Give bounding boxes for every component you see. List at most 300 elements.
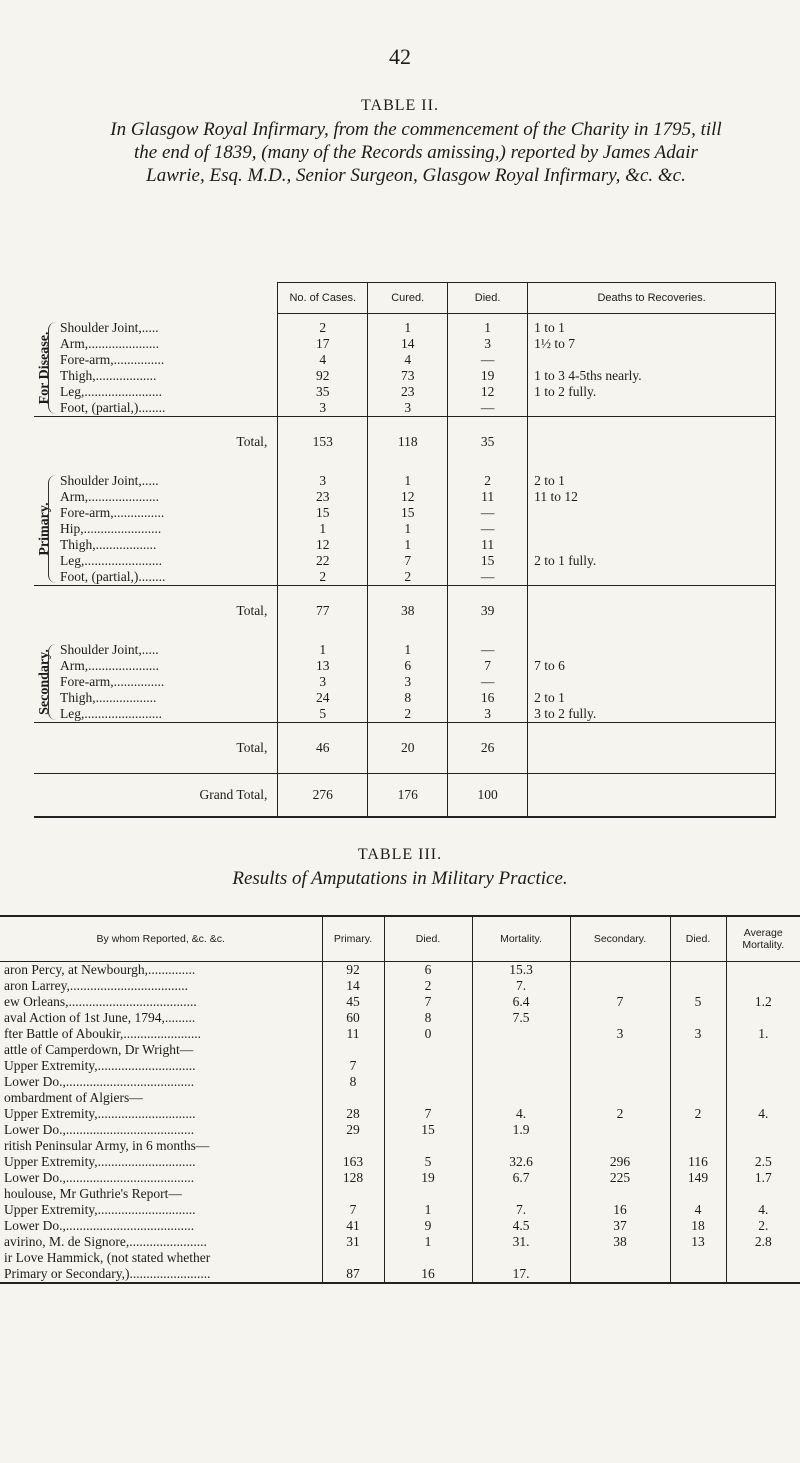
table-row	[0, 1186, 800, 1202]
died2-cell	[670, 978, 726, 994]
table-row	[34, 706, 776, 723]
header-cases: No. of Cases.	[278, 283, 368, 314]
died2-cell: 18	[670, 1218, 726, 1234]
cured-cell: 4	[368, 352, 448, 368]
primary-cell: 87	[322, 1266, 384, 1283]
avg-cell	[726, 1266, 800, 1283]
avg-cell: 2.5	[726, 1154, 800, 1170]
mortality-cell	[472, 1074, 570, 1090]
cases-cell: 1	[278, 521, 368, 537]
died-cell: —	[448, 505, 528, 521]
table-row	[34, 537, 776, 553]
avg-cell	[726, 978, 800, 994]
primary-cell	[322, 1250, 384, 1266]
died2-cell	[670, 1074, 726, 1090]
died-cell: 1	[448, 320, 528, 336]
died-cell: 7	[448, 658, 528, 674]
header-mortality: Mortality.	[472, 916, 570, 962]
reported-by-cell: ritish Peninsular Army, in 6 months—	[4, 1138, 210, 1153]
cured-cell: 12	[368, 489, 448, 505]
secondary-cell: 2	[570, 1106, 670, 1122]
died2-cell	[670, 1042, 726, 1058]
total-died: 39	[448, 586, 528, 637]
secondary-cell	[570, 1186, 670, 1202]
total-cured: 38	[368, 586, 448, 637]
ratio-cell: 2 to 1 fully.	[528, 553, 776, 569]
died-cell: 19	[384, 1170, 472, 1186]
cured-cell: 2	[368, 569, 448, 586]
reported-by-cell: Upper Extremity,.............................	[4, 1106, 196, 1121]
avg-cell: 1.	[726, 1026, 800, 1042]
died-cell: 8	[384, 1010, 472, 1026]
table-row	[0, 1202, 800, 1218]
reported-by-cell: aval Action of 1st June, 1794,.........	[4, 1010, 196, 1025]
secondary-cell: 37	[570, 1218, 670, 1234]
reported-by-cell: ew Orleans,......................................	[4, 994, 197, 1009]
avg-cell: 4.	[726, 1202, 800, 1218]
ratio-cell: 1 to 2 fully.	[528, 384, 776, 400]
secondary-cell: 38	[570, 1234, 670, 1250]
total-label: Total,	[34, 586, 278, 637]
table-row	[34, 336, 776, 352]
primary-cell: 45	[322, 994, 384, 1010]
cases-cell: 24	[278, 690, 368, 706]
row-name: Fore-arm,...............	[59, 505, 165, 520]
cured-cell: 2	[368, 706, 448, 723]
cases-cell: 15	[278, 505, 368, 521]
table-row	[34, 368, 776, 384]
cured-cell: 3	[368, 674, 448, 690]
total-cases: 77	[278, 586, 368, 637]
cases-cell: 12	[278, 537, 368, 553]
secondary-cell: 296	[570, 1154, 670, 1170]
cases-cell: 3	[278, 674, 368, 690]
total-cases: 46	[278, 723, 368, 774]
row-name: Leg,.......................	[59, 384, 162, 399]
total-ratio	[528, 723, 776, 774]
primary-cell: 41	[322, 1218, 384, 1234]
died2-cell	[670, 1090, 726, 1106]
table-row	[0, 1250, 800, 1266]
avg-cell	[726, 1138, 800, 1154]
mortality-cell: 7.	[472, 978, 570, 994]
row-name: Shoulder Joint,.....	[59, 642, 159, 657]
secondary-cell	[570, 1122, 670, 1138]
died-cell: 11	[448, 537, 528, 553]
mortality-cell: 4.	[472, 1106, 570, 1122]
secondary-cell	[570, 1074, 670, 1090]
secondary-cell: 225	[570, 1170, 670, 1186]
reported-by-cell: attle of Camperdown, Dr Wright—	[4, 1042, 194, 1057]
died-cell	[384, 1250, 472, 1266]
secondary-cell	[570, 1058, 670, 1074]
header-average-mortality: Average Mortality.	[726, 916, 800, 962]
primary-cell: 7	[322, 1058, 384, 1074]
cured-cell: 6	[368, 658, 448, 674]
row-name: Thigh,..................	[59, 690, 157, 705]
cases-cell: 13	[278, 658, 368, 674]
died2-cell: 116	[670, 1154, 726, 1170]
row-name: Shoulder Joint,.....	[59, 320, 159, 335]
avg-cell: 4.	[726, 1106, 800, 1122]
header-blank	[34, 283, 278, 314]
died-cell: —	[448, 674, 528, 690]
died2-cell	[670, 1122, 726, 1138]
row-name: Leg,.......................	[59, 706, 162, 721]
secondary-cell	[570, 1266, 670, 1283]
table-row	[0, 1122, 800, 1138]
header-secondary: Secondary.	[570, 916, 670, 962]
ratio-cell: 7 to 6	[528, 658, 776, 674]
died-cell: 16	[384, 1266, 472, 1283]
page-number: 42	[389, 44, 411, 69]
table2-subtitle: In Glasgow Royal Infirmary, from the commencement of the Charity in 1795, till the end of 1839, (many of the Records amissing,) reported by James Adair Lawrie, Esq. M.D., Senior Surgeon, Glasgow Royal Infirmary, &c. &c.	[110, 119, 722, 186]
primary-cell: 28	[322, 1106, 384, 1122]
avg-cell: 2.	[726, 1218, 800, 1234]
avg-cell	[726, 962, 800, 979]
died-cell: 2	[384, 978, 472, 994]
ratio-cell: 2 to 1	[528, 690, 776, 706]
died2-cell	[670, 1186, 726, 1202]
ratio-cell: 1½ to 7	[528, 336, 776, 352]
table-row	[0, 1026, 800, 1042]
cured-cell: 1	[368, 473, 448, 489]
died-cell	[384, 1138, 472, 1154]
header-died: Died.	[384, 916, 472, 962]
row-name: Arm,.....................	[59, 489, 159, 504]
died-cell: 7	[384, 994, 472, 1010]
primary-cell	[322, 1138, 384, 1154]
table-row	[0, 994, 800, 1010]
grand-total-cured: 176	[368, 774, 448, 818]
table-row	[34, 569, 776, 586]
group-label	[34, 320, 56, 417]
table3-caption: TABLE III.	[357, 846, 443, 863]
died-cell: 15	[448, 553, 528, 569]
table-row	[0, 1170, 800, 1186]
primary-cell: 31	[322, 1234, 384, 1250]
table-row	[34, 320, 776, 336]
mortality-cell: 32.6	[472, 1154, 570, 1170]
died-cell: —	[448, 642, 528, 658]
avg-cell	[726, 1010, 800, 1026]
row-name: Shoulder Joint,.....	[59, 473, 159, 488]
died2-cell: 3	[670, 1026, 726, 1042]
secondary-cell: 16	[570, 1202, 670, 1218]
died-cell: 19	[448, 368, 528, 384]
ratio-cell: 11 to 12	[528, 489, 776, 505]
reported-by-cell: ir Love Hammick, (not stated whether	[4, 1250, 211, 1265]
mortality-cell	[472, 1138, 570, 1154]
died2-cell: 149	[670, 1170, 726, 1186]
secondary-cell	[570, 978, 670, 994]
primary-cell	[322, 1090, 384, 1106]
header-cured: Cured.	[368, 283, 448, 314]
table-row	[34, 400, 776, 417]
reported-by-cell: Lower Do.,......................................	[4, 1170, 195, 1185]
secondary-cell	[570, 1042, 670, 1058]
mortality-cell	[472, 1026, 570, 1042]
table-row	[0, 1106, 800, 1122]
cured-cell: 73	[368, 368, 448, 384]
total-cured: 118	[368, 417, 448, 468]
reported-by-cell: Lower Do.,......................................	[4, 1218, 195, 1233]
mortality-cell	[472, 1250, 570, 1266]
primary-cell	[322, 1042, 384, 1058]
table-row	[34, 674, 776, 690]
died-cell	[384, 1042, 472, 1058]
row-name: Arm,.....................	[59, 336, 159, 351]
died-cell: 11	[448, 489, 528, 505]
table-row	[34, 690, 776, 706]
table-row	[0, 1074, 800, 1090]
reported-by-cell: Upper Extremity,.............................	[4, 1058, 196, 1073]
ratio-cell	[528, 505, 776, 521]
reported-by-cell: Upper Extremity,.............................	[4, 1154, 196, 1169]
died-cell: 9	[384, 1218, 472, 1234]
grand-total-label: Grand Total,	[34, 774, 278, 818]
ratio-cell	[528, 352, 776, 368]
reported-by-cell: Lower Do.,......................................	[4, 1074, 195, 1089]
secondary-cell: 7	[570, 994, 670, 1010]
died-cell: 0	[384, 1026, 472, 1042]
table2-caption: TABLE II.	[361, 97, 439, 114]
died-cell	[384, 1186, 472, 1202]
brace-mark	[48, 475, 57, 583]
row-name: Thigh,..................	[59, 537, 157, 552]
table-row	[0, 978, 800, 994]
brace-mark	[48, 322, 57, 414]
table-row	[0, 1010, 800, 1026]
died-cell: 1	[384, 1234, 472, 1250]
grand-total-row	[34, 774, 776, 818]
cured-cell: 23	[368, 384, 448, 400]
primary-cell	[322, 1186, 384, 1202]
total-row	[34, 586, 776, 637]
primary-cell: 8	[322, 1074, 384, 1090]
mortality-cell: 6.4	[472, 994, 570, 1010]
mortality-cell: 4.5	[472, 1218, 570, 1234]
avg-cell	[726, 1074, 800, 1090]
ratio-cell	[528, 521, 776, 537]
grand-total-cases: 276	[278, 774, 368, 818]
table-row	[34, 553, 776, 569]
row-name: Fore-arm,...............	[59, 674, 165, 689]
table-row	[34, 521, 776, 537]
died-cell	[384, 1058, 472, 1074]
ratio-cell	[528, 537, 776, 553]
died-cell: —	[448, 400, 528, 417]
cases-cell: 3	[278, 400, 368, 417]
died-cell: 16	[448, 690, 528, 706]
ratio-cell: 2 to 1	[528, 473, 776, 489]
cases-cell: 4	[278, 352, 368, 368]
table-row	[0, 1058, 800, 1074]
table-row	[0, 1090, 800, 1106]
row-name: Arm,.....................	[59, 658, 159, 673]
died-cell	[384, 1074, 472, 1090]
total-died: 35	[448, 417, 528, 468]
table-row	[0, 1138, 800, 1154]
header-reported-by: By whom Reported, &c. &c.	[0, 916, 322, 962]
ratio-cell: 3 to 2 fully.	[528, 706, 776, 723]
total-cases: 153	[278, 417, 368, 468]
mortality-cell	[472, 1186, 570, 1202]
brace-mark	[48, 644, 57, 720]
avg-cell	[726, 1090, 800, 1106]
cured-cell: 7	[368, 553, 448, 569]
secondary-cell	[570, 1138, 670, 1154]
mortality-cell: 17.	[472, 1266, 570, 1283]
died-cell: 3	[448, 336, 528, 352]
group-label	[34, 473, 56, 586]
died2-cell: 13	[670, 1234, 726, 1250]
secondary-cell	[570, 1250, 670, 1266]
secondary-cell	[570, 1090, 670, 1106]
table-row	[0, 1266, 800, 1283]
cured-cell: 1	[368, 642, 448, 658]
cured-cell: 15	[368, 505, 448, 521]
group-label	[34, 642, 56, 723]
died-cell: 3	[448, 706, 528, 723]
table-row	[34, 384, 776, 400]
table3-subtitle: Results of Amputations in Military Practice.	[232, 868, 568, 889]
header-died: Died.	[448, 283, 528, 314]
died-cell: 5	[384, 1154, 472, 1170]
table-row	[34, 642, 776, 658]
mortality-cell	[472, 1090, 570, 1106]
cases-cell: 5	[278, 706, 368, 723]
died-cell: —	[448, 352, 528, 368]
reported-by-cell: fter Battle of Aboukir,.......................	[4, 1026, 202, 1041]
died2-cell: 5	[670, 994, 726, 1010]
avg-cell	[726, 1058, 800, 1074]
cases-cell: 22	[278, 553, 368, 569]
reported-by-cell: aron Percy, at Newbourgh,..............	[4, 962, 196, 977]
avg-cell	[726, 1122, 800, 1138]
ratio-cell: 1 to 1	[528, 320, 776, 336]
mortality-cell: 7.	[472, 1202, 570, 1218]
avg-cell: 1.2	[726, 994, 800, 1010]
table3	[0, 915, 800, 1284]
total-label: Total,	[34, 417, 278, 468]
header-died-secondary: Died.	[670, 916, 726, 962]
ratio-cell	[528, 674, 776, 690]
mortality-cell: 31.	[472, 1234, 570, 1250]
died-cell: 6	[384, 962, 472, 979]
table-row	[34, 658, 776, 674]
died2-cell	[670, 1058, 726, 1074]
table-row	[0, 1218, 800, 1234]
reported-by-cell: houlouse, Mr Guthrie's Report—	[4, 1186, 182, 1201]
table-row	[34, 473, 776, 489]
reported-by-cell: Upper Extremity,.............................	[4, 1202, 196, 1217]
table-row	[0, 962, 800, 979]
total-row	[34, 417, 776, 468]
secondary-cell	[570, 1010, 670, 1026]
cured-cell: 3	[368, 400, 448, 417]
table-row	[34, 489, 776, 505]
died2-cell	[670, 1250, 726, 1266]
group-label-text: Primary.	[37, 502, 52, 556]
reported-by-cell: avirino, M. de Signore,.......................	[4, 1234, 207, 1249]
died2-cell	[670, 1010, 726, 1026]
header-ratio: Deaths to Recoveries.	[528, 283, 776, 314]
grand-total-ratio	[528, 774, 776, 818]
ratio-cell	[528, 642, 776, 658]
avg-cell: 1.7	[726, 1170, 800, 1186]
avg-cell	[726, 1042, 800, 1058]
cases-cell: 2	[278, 569, 368, 586]
mortality-cell: 15.3	[472, 962, 570, 979]
died-cell	[384, 1090, 472, 1106]
total-label: Total,	[34, 723, 278, 774]
primary-cell: 163	[322, 1154, 384, 1170]
died2-cell	[670, 1266, 726, 1283]
row-name: Fore-arm,...............	[59, 352, 165, 367]
primary-cell: 7	[322, 1202, 384, 1218]
header-primary: Primary.	[322, 916, 384, 962]
group-label-text: Secondary.	[37, 649, 52, 715]
table-row	[34, 352, 776, 368]
ratio-cell: 1 to 3 4-5ths nearly.	[528, 368, 776, 384]
cured-cell: 1	[368, 521, 448, 537]
reported-by-cell: Lower Do.,......................................	[4, 1122, 195, 1137]
table-row	[0, 1234, 800, 1250]
primary-cell: 128	[322, 1170, 384, 1186]
avg-cell: 2.8	[726, 1234, 800, 1250]
total-ratio	[528, 586, 776, 637]
secondary-cell: 3	[570, 1026, 670, 1042]
primary-cell: 60	[322, 1010, 384, 1026]
ratio-cell	[528, 400, 776, 417]
table-row	[0, 1042, 800, 1058]
row-name: Leg,.......................	[59, 553, 162, 568]
row-name: Hip,.......................	[59, 521, 162, 536]
primary-cell: 11	[322, 1026, 384, 1042]
cured-cell: 8	[368, 690, 448, 706]
cases-cell: 35	[278, 384, 368, 400]
cases-cell: 3	[278, 473, 368, 489]
group-label-text: For Disease.	[37, 331, 52, 405]
reported-by-cell: Primary or Secondary,)........................	[0, 1266, 322, 1283]
died2-cell	[670, 1138, 726, 1154]
cases-cell: 92	[278, 368, 368, 384]
died-cell: 12	[448, 384, 528, 400]
mortality-cell	[472, 1042, 570, 1058]
reported-by-cell: aron Larrey,...................................	[4, 978, 188, 993]
table-row	[34, 505, 776, 521]
row-name: Foot, (partial,)........	[59, 569, 166, 584]
cases-cell: 23	[278, 489, 368, 505]
secondary-cell	[570, 962, 670, 979]
cases-cell: 1	[278, 642, 368, 658]
primary-cell: 29	[322, 1122, 384, 1138]
died2-cell	[670, 962, 726, 979]
cured-cell: 1	[368, 320, 448, 336]
grand-total-died: 100	[448, 774, 528, 818]
primary-cell: 14	[322, 978, 384, 994]
cured-cell: 14	[368, 336, 448, 352]
table2	[34, 282, 776, 818]
total-cured: 20	[368, 723, 448, 774]
avg-cell	[726, 1250, 800, 1266]
total-ratio	[528, 417, 776, 468]
died-cell: —	[448, 521, 528, 537]
mortality-cell: 7.5	[472, 1010, 570, 1026]
died-cell: 2	[448, 473, 528, 489]
row-name: Foot, (partial,)........	[59, 400, 166, 415]
